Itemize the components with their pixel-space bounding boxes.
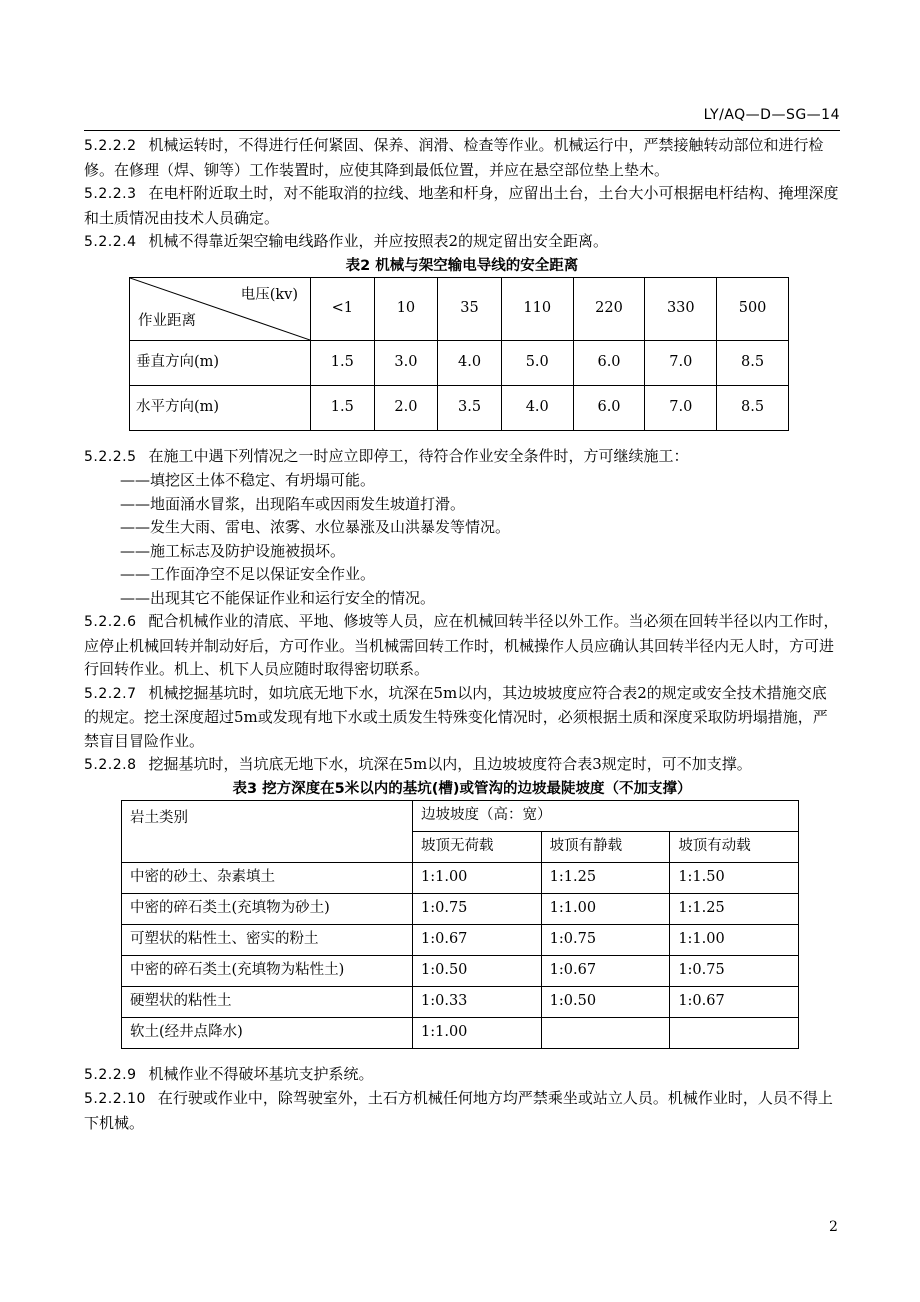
table-cell: 7.0 — [645, 385, 717, 430]
table2-corner-cell — [130, 277, 311, 340]
table-cell: 7.0 — [645, 340, 717, 385]
list-item: ——地面涌水冒浆，出现陷车或因雨发生坡道打滑。 — [120, 494, 466, 513]
table-cell: 1:1.00 — [413, 1017, 542, 1048]
table-cell: 3.5 — [438, 385, 502, 430]
table-cell: 1.5 — [311, 340, 375, 385]
table-row — [122, 955, 799, 986]
voltage-header: 10 — [374, 277, 438, 340]
sub-header: 坡顶有静载 — [541, 831, 670, 862]
soil-type-cell: 中密的碎石类土(充填物为砂土) — [122, 893, 413, 924]
table-cell: 4.0 — [501, 385, 573, 430]
table-cell: 6.0 — [573, 385, 645, 430]
soil-type-cell: 可塑状的粘性土、密实的粉土 — [122, 924, 413, 955]
clause-5-2-2-2: 5.2.2.2 机械运转时，不得进行任何紧固、保养、润滑、检查等作业。机械运行中，严禁接触转动部位和进行检修。在修理（焊、铆等）工作装置时，应使其降到最低位置，并应在悬空部位垫上垫木。 — [84, 136, 824, 179]
clause-5-2-2-5: 5.2.2.5 在施工中遇下列情况之一时应立即停工，待符合作业安全条件时，方可继续施工： — [84, 446, 689, 465]
table-cell — [541, 1017, 670, 1048]
table-cell: 1:0.75 — [670, 955, 799, 986]
voltage-header: <1 — [311, 277, 375, 340]
row-label: 垂直方向(m) — [130, 340, 311, 385]
page-number: 2 — [829, 1219, 838, 1235]
list-item: ——工作面净空不足以保证安全作业。 — [120, 565, 376, 583]
soil-type-cell: 硬塑状的粘性土 — [122, 986, 413, 1017]
table3-caption: 表3 挖方深度在5米以内的基坑(槽)或管沟的边坡最陡坡度（不加支撑） — [232, 780, 692, 797]
list-item: ——发生大雨、雷电、浓雾、水位暴涨及山洪暴发等情况。 — [120, 518, 511, 536]
table-cell: 1:0.75 — [413, 893, 542, 924]
table-cell: 1:0.75 — [541, 924, 670, 955]
table-cell: 8.5 — [717, 385, 789, 430]
table-cell — [670, 1017, 799, 1048]
table-cell: 5.0 — [501, 340, 573, 385]
corner-distance-label: 作业距离 — [138, 313, 196, 329]
table-cell: 1:0.50 — [413, 955, 542, 986]
list-item: ——出现其它不能保证作业和运行安全的情况。 — [120, 588, 436, 607]
document-body — [84, 134, 840, 1135]
clause-5-2-2-3: 5.2.2.3 在电杆附近取土时，对不能取消的拉线、地垄和杆身，应留出土台，土台大小可根据电杆结构、掩埋深度和土质情况由技术人员确定。 — [84, 184, 839, 227]
col-header-soil-type: 岩土类别 — [122, 800, 413, 862]
header-rule — [84, 130, 840, 131]
clause-5-2-2-7: 5.2.2.7 机械挖掘基坑时，如坑底无地下水，坑深在5m以内，其边坡坡度应符合表2的规定或安全技术措施交底的规定。挖土深度超过5m或发现有地下水或土质发生特殊变化情况时，必须根据土质和深度采取防坍塌措施，严禁盲目冒险作业。 — [84, 683, 828, 750]
table-cell: 1:1.25 — [541, 862, 670, 893]
table-cell: 1:1.50 — [670, 862, 799, 893]
table2-safety-distance — [129, 277, 789, 431]
document-code-header: LY/AQ—D—SG—14 — [703, 107, 840, 123]
table-cell: 1:1.00 — [413, 862, 542, 893]
table-cell: 1.5 — [311, 385, 375, 430]
table-cell: 1:1.25 — [670, 893, 799, 924]
clause-5-2-2-9: 5.2.2.9 机械作业不得破坏基坑支护系统。 — [84, 1064, 374, 1083]
table2-caption: 表2 机械与架空输电导线的安全距离 — [345, 257, 579, 274]
table-cell: 1:0.67 — [670, 986, 799, 1017]
voltage-header: 500 — [717, 277, 789, 340]
row-label: 水平方向(m) — [130, 385, 311, 430]
sub-header: 坡顶无荷载 — [413, 831, 542, 862]
table-cell: 1:0.33 — [413, 986, 542, 1017]
table-row — [122, 862, 799, 893]
voltage-header: 35 — [438, 277, 502, 340]
soil-type-cell: 中密的碎石类土(充填物为粘性土) — [122, 955, 413, 986]
table-cell: 1:0.67 — [413, 924, 542, 955]
voltage-header: 110 — [501, 277, 573, 340]
soil-type-cell: 中密的砂土、杂素填土 — [122, 862, 413, 893]
clause-5-2-2-6: 5.2.2.6 配合机械作业的清底、平地、修坡等人员，应在机械回转半径以外工作。当必须在回转半径以内工作时，应停止机械回转并制动好后，方可作业。当机械需回转工作时，机械操作人员应确认其回转半径内无人时，方可进行回转作业。机上、机下人员应随时取得密切联系。 — [84, 612, 839, 678]
table-cell: 2.0 — [374, 385, 438, 430]
spacer — [84, 431, 840, 445]
spacer — [84, 1049, 840, 1063]
list-item: ——施工标志及防护设施被损坏。 — [120, 541, 346, 560]
corner-voltage-label: 电压(kv) — [240, 286, 298, 303]
table-cell: 3.0 — [374, 340, 438, 385]
clause-5-2-2-10: 5.2.2.10 在行驶或作业中，除驾驶室外，土石方机械任何地方均严禁乘坐或站立人员。机械作业时，人员不得上下机械。 — [84, 1089, 833, 1132]
clause-5-2-2-8: 5.2.2.8 挖掘基坑时，当坑底无地下水，坑深在5m以内，且边坡坡度符合表3规定时，可不加支撑。 — [84, 755, 752, 773]
table-row — [130, 340, 789, 385]
voltage-header: 330 — [645, 277, 717, 340]
table-cell: 1:0.67 — [541, 955, 670, 986]
sub-header: 坡顶有动载 — [670, 831, 799, 862]
voltage-header: 220 — [573, 277, 645, 340]
table-row — [122, 986, 799, 1017]
table-cell: 1:1.00 — [541, 893, 670, 924]
soil-type-cell: 软土(经井点降水) — [122, 1017, 413, 1048]
table-cell: 1:1.00 — [670, 924, 799, 955]
table-row — [122, 924, 799, 955]
table-row — [130, 385, 789, 430]
table-cell: 6.0 — [573, 340, 645, 385]
clause-5-2-2-4: 5.2.2.4 机械不得靠近架空输电线路作业，并应按照表2的规定留出安全距离。 — [84, 232, 609, 250]
table3-slope-gradient — [121, 800, 799, 1049]
table-row — [122, 893, 799, 924]
table-cell: 4.0 — [438, 340, 502, 385]
col-group-header: 边坡坡度（高：宽） — [413, 800, 799, 831]
table-cell: 1:0.50 — [541, 986, 670, 1017]
list-item: ——填挖区土体不稳定、有坍塌可能。 — [120, 471, 376, 489]
table-cell: 8.5 — [717, 340, 789, 385]
table-row — [122, 1017, 799, 1048]
